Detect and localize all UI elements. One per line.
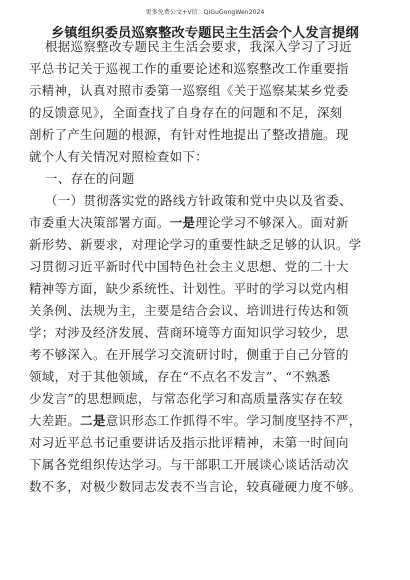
body-line: 大差距。二是意识形态工作抓得不牢。学习制度坚持不严， — [29, 413, 362, 428]
body-line: 少发言”的思想顾虑，与常态化学习和高质量落实存在较 — [29, 391, 343, 406]
body-line: 学；对涉及经济发展、营商环境等方面知识学习较少，思 — [29, 325, 349, 340]
body-line: 就个人有关情况对照检查如下： — [29, 149, 209, 164]
body-line: 的反馈意见》，全面查找了自身存在的问题和不足，深刻 — [29, 105, 343, 120]
body-line: 数不多，对极少数同志发表不当言论，较真碰硬力度不够。 — [29, 479, 362, 494]
body-line: 精神等方面，缺少系统性、计划性。平时的学习以党内相 — [29, 281, 349, 296]
body-line: （一）贯彻落实党的路线方针政策和党中央以及省委、 — [45, 193, 352, 208]
body-line: 市委重大决策部署方面。一是理论学习不够深入。面对新 — [29, 215, 349, 230]
body-line: 习贯彻习近平新时代中国特色社会主义思想、党的二十大 — [29, 259, 349, 274]
header-watermark: 更多免费公文+V信：QiGuGongWen2024 — [145, 9, 265, 16]
body-line: 平总书记关于巡视工作的重要论述和巡察整改工作重要指 — [29, 61, 349, 76]
body-line: 剖析了产生问题的根源，有针对性地提出了整改措施。现 — [29, 127, 349, 142]
section-heading: 一、存在的问题 — [45, 171, 135, 186]
body-line: 新形势、新要求，对理论学习的重要性缺乏足够的认识。学 — [29, 237, 362, 252]
body-line: 对习近平总书记重要讲话及指示批评精神，未第一时间向 — [29, 435, 349, 450]
body-line: 下属各党组织传达学习。与干部职工开展谈心谈话活动次 — [29, 457, 349, 472]
bold-marker: 一是 — [169, 215, 196, 230]
bold-marker: 二是 — [80, 413, 106, 428]
document-title: 乡镇组织委员巡察整改专题民主生活会个人发言提纲 — [51, 26, 359, 41]
body-line: 关条例、法规为主，主要是结合会议、培训进行传达和领 — [29, 303, 349, 318]
body-line: 根据巡察整改专题民主生活会要求，我深入学习了习近 — [45, 39, 352, 54]
body-line: 领域，对于其他领域，存在“不点名不发言”、“不熟悉 — [29, 369, 331, 384]
body-line: 示精神，认真对照市委第一巡察组《关于巡察某某乡党委 — [29, 83, 349, 98]
body-line: 考不够深入。在开展学习交流研讨时，侧重于自己分管的 — [29, 347, 349, 362]
